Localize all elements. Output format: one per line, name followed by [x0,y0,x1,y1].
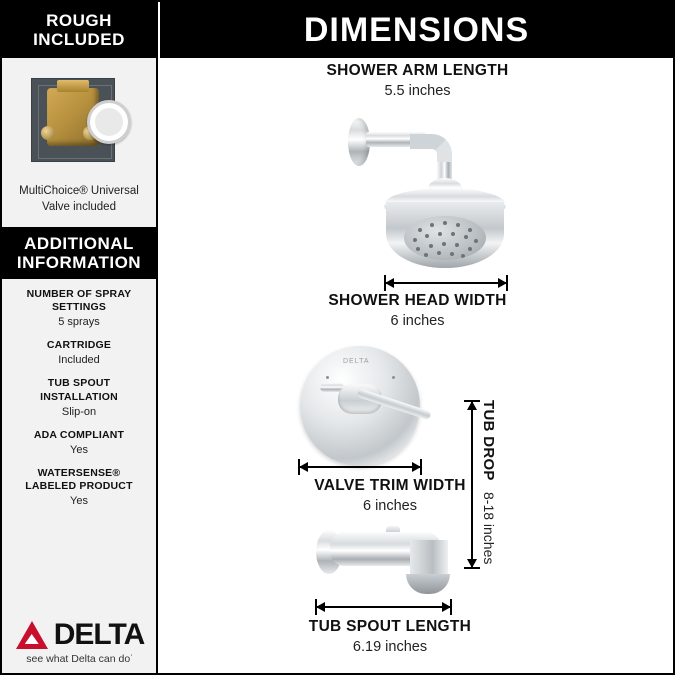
spec-label-cont: LABELED PRODUCT [25,479,133,492]
tub-spout-length-label [200,618,580,655]
spec-label: ADA COMPLIANT [33,428,125,441]
main-panel [160,2,673,673]
additional-information-header [2,227,156,279]
page-title-bar [160,2,673,58]
spec-watersense-labeled-product [2,458,156,509]
dim-label: VALVE TRIM WIDTH [314,477,466,494]
spec-number-of-spray-settings [2,279,156,330]
valve-caption [2,182,156,227]
dim-label: SHOWER HEAD WIDTH [328,292,507,309]
valve-trim-width-label [200,477,580,514]
rough-included-line1: ROUGH [46,11,112,30]
dim-value: 6 inches [390,313,445,329]
rough-included-header [2,2,156,58]
spec-tub-spout-installation [2,368,156,419]
tub-drop-label: TUB DROP [480,400,497,481]
delta-tagline: see what Delta can do˙ [26,653,134,665]
valve-trim-width-arrow [300,466,420,468]
spec-label: NUMBER OF SPRAY [26,288,132,301]
shower-head-width-label [160,292,675,329]
dim-label: TUB SPOUT LENGTH [308,618,472,635]
spec-label-cont: SETTINGS [51,301,107,314]
valve-port-left-icon [41,126,55,140]
spec-value: 5 sprays [58,316,100,329]
shower-spray-face [404,216,486,260]
additional-information-line1: ADDITIONAL [24,234,134,254]
tub-spout-length-arrow [317,606,450,608]
tub-drop-arrow [471,402,473,567]
valve-index-dot-right [392,376,395,379]
spec-label: CARTRIDGE [46,339,112,352]
spec-label: WATERSENSE® [37,466,121,479]
delta-wordmark: DELTA [53,618,145,651]
spec-label-cont: INSTALLATION [40,390,118,403]
page-title: DIMENSIONS [303,10,530,49]
spec-value: Included [58,354,100,367]
spec-label: TUB SPOUT [47,377,111,390]
delta-triangle-icon [16,621,48,649]
additional-information-line2: INFORMATION [16,253,142,273]
spec-cartridge [2,330,156,368]
valve-brand-mark: DELTA [343,358,370,365]
valve-ring-icon [87,100,131,144]
dim-value: 6 inches [362,498,417,514]
spec-ada-compliant [2,420,156,458]
rough-valve-image [2,58,156,182]
delta-logo-row [2,618,158,652]
dim-value: 5.5 inches [384,83,451,99]
delta-logo [2,618,158,665]
valve-illustration [25,72,133,168]
tub-spout-lip [406,574,450,594]
tub-drop-value: 8-18 inches [481,492,497,565]
spec-value: Yes [70,443,88,456]
dim-value: 6.19 inches [352,639,428,655]
spec-value: Yes [70,495,88,508]
spec-value: Slip-on [61,405,97,418]
valve-caption-line1: MultiChoice® Universal [19,185,139,197]
sidebar [2,2,158,673]
valve-caption-line2: Valve included [42,200,116,213]
dim-label: SHOWER ARM LENGTH [326,62,509,79]
shower-head-width-arrow [386,282,506,284]
valve-index-dot-left [326,376,329,379]
shower-arm-length-label [160,62,675,99]
rough-included-line2: INCLUDED [33,30,125,50]
